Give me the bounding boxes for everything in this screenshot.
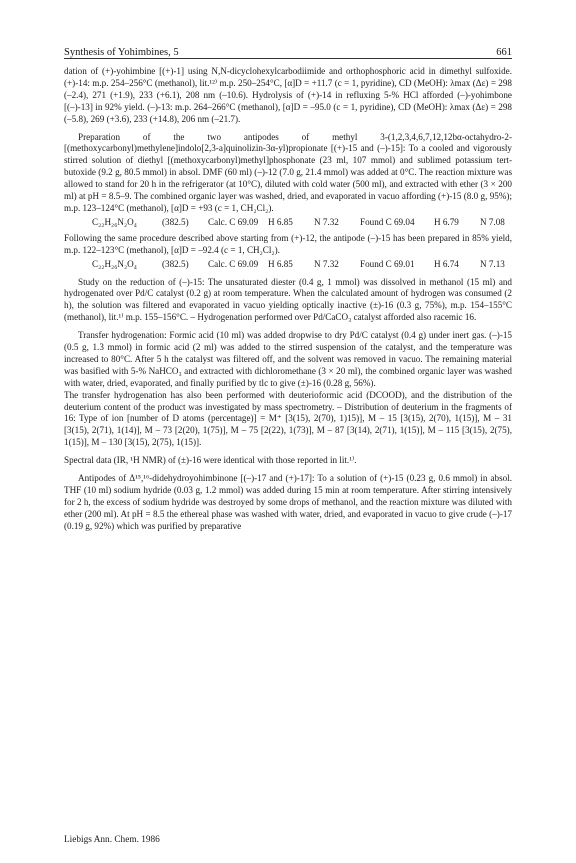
- header-rule: [64, 58, 512, 59]
- paragraph-yohimbone: dation of (+)-yohimbine [(+)-1] using N,N-dicyclohexylcarbodiimide and orthophosphoric acid in dimethyl sulfoxide. (+)-14: m.p. 254–256°C (methanol), lit.¹²⁾ m.p. 250–254°C, [α]D = +11.7 (c = 1, pyridine), CD (MeOH): λmax (Δε) = 298 (–2.4), 271 (+1.9), 233 (+6.1), 208 nm (–10.6). Hydrolysis of (+)-14 in refluxing 5-% HCl afforded (–)-yohimbone [(–)-13] in 92% yield. (–)-13: m.p. 264–266°C (methanol), [α]D = –95.0 (c = 1, pyridine), CD (MeOH): λmax (Δε) = 298 (–5.8), 269 (+3.6), 233 (+14.8), 206 nm (–21.7).: [64, 66, 512, 124]
- page-number: 661: [496, 47, 512, 58]
- running-title: Synthesis of Yohimbines, 5: [64, 47, 179, 58]
- paragraph-reduction-study: Study on the reduction of (–)-15: The unsaturated diester (0.4 g, 1 mmol) was dissolved in methanol (15 ml) and hydrogenated over Pd/C catalyst (0.2 g) at room temperature. When the calculated amount of hydrogen was consumed (2 h), the solution was filtered and evaporated in vacuo yielding optically inactive (±)-16 (0.3 g, 75%), m.p. 154–155°C (methanol), lit.¹⁾ m.p. 155–156°C. – Hydrogenation performed over Pd/CaCO₃ catalyst afforded also racemic 16.: [64, 276, 512, 323]
- paragraph-spectral-data: Spectral data (IR, ¹H NMR) of (±)-16 were identical with those reported in lit.¹⁾.: [64, 455, 357, 466]
- elemental-analysis-2: C₂₂H₂₆N₂O₄ (382.5) Calc. C 69.09 H 6.85 N 7.32 Found C 69.01 H 6.74 N 7.13: [92, 258, 505, 269]
- elemental-analysis-1: C₂₂H₂₆N₂O₄ (382.5) Calc. C 69.09 H 6.85 N 7.32 Found C 69.04 H 6.79 N 7.08: [92, 216, 505, 227]
- journal-footer: Liebigs Ann. Chem. 1986: [64, 835, 160, 845]
- article-body: [64, 66, 512, 533]
- paragraph-transfer-hydrogenation: Transfer hydrogenation: Formic acid (10 ml) was added dropwise to dry Pd/C catalyst (0.4 g) under inert gas. (–)-15 (0.5 g, 1.3 mmol) in formic acid (2 ml) was added to the stirred suspension of the catalyst, and the temperature was increased to 80°C. After 5 h the catalyst was filtered off, and the solvent was removed in vacuo. The remaining material was basified with 5-% NaHCO₃ and extracted with dichloromethane (3 × 20 ml), the combined organic layer was washed with water, dried, evaporated, and finally purified by tlc to give (±)-16 (0.28 g, 56%).: [64, 330, 512, 388]
- paragraph-deuterium: The transfer hydrogenation has also been performed with deuterioformic acid (DCOOD), and the distribution of the deuterium content of the product was investigated by mass spectrometry. – Distribution of deuterium in the fragments of 16: Type of ion [number of D atoms (percentage)] = M⁺ [3(15), 2(70), 1)15)], M – 15 [3(15), 2(70), 1(15)], M – 31 [3(15), 2(71), 1(14)], M – 73 [2(20), 1(75)], M – 75 [2(22), 1(73)], M – 87 [3(14), 2(71), 1(15)], M – 115 [3(15), 2(75), 1(15)], M – 130 [3(15), 2(75), 1(15)].: [64, 389, 512, 448]
- paragraph-didehydroyohimbinone: Antipodes of Δ¹⁵,¹⁶-didehydroyohimbinone [(–)-17 and (+)-17]: To a solution of (+)-15 (0.23 g, 0.6 mmol) in absol. THF (10 ml) sodium hydride (0.03 g, 1.2 mmol) was added during 15 min at room temperature. After stirring intensively for 2 h, the excess of sodium hydride was destroyed by some drops of methanol, and the reaction mixture was diluted with ether (200 ml). At pH = 8.5 the ethereal phase was washed with water, dried, and evaporated in vacuo to give crude (–)-17 (0.19 g, 92%) which was purified by preparative: [64, 473, 512, 531]
- running-header: [64, 42, 512, 58]
- paragraph-preparation: Preparation of the two antipodes of methyl 3-(1,2,3,4,6,7,12,12bα-octahydro-2-[(methoxycarbonyl)methylene]indolo[2,3-a]quinolizin-3α-yl)propionate [(+)-15 and (–)-15]: To a cooled and vigorously stirred solution of diethyl [(methoxycarbonyl)methyl]phosphonate (23 ml, 107 mmol) and sublimed potassium tert-butoxide (9.2 g, 80.5 mmol) in absol. DMF (60 ml) (–)-12 (7.0 g, 21.4 mmol) was added at 0°C. The reaction mixture was allowed to stand for 20 h in the refrigerator (at 10°C), diluted with cold water (500 ml), and extracted with ether (3 × 200 ml) at pH = 8.5–9. The combined organic layer was washed, dried, and evaporated in vacuo affording (+)-15 (8.0 g, 95%); m.p. 123–124°C (methanol), [α]D = +93 (c = 1, CH₂Cl₂).: [64, 131, 512, 213]
- paragraph-antipode: Following the same procedure described above starting from (+)-12, the antipode (–)-15 has been prepared in 85% yield, m.p. 122–123°C (methanol), [α]D = –92.4 (c = 1, CH₂Cl₂).: [64, 232, 512, 255]
